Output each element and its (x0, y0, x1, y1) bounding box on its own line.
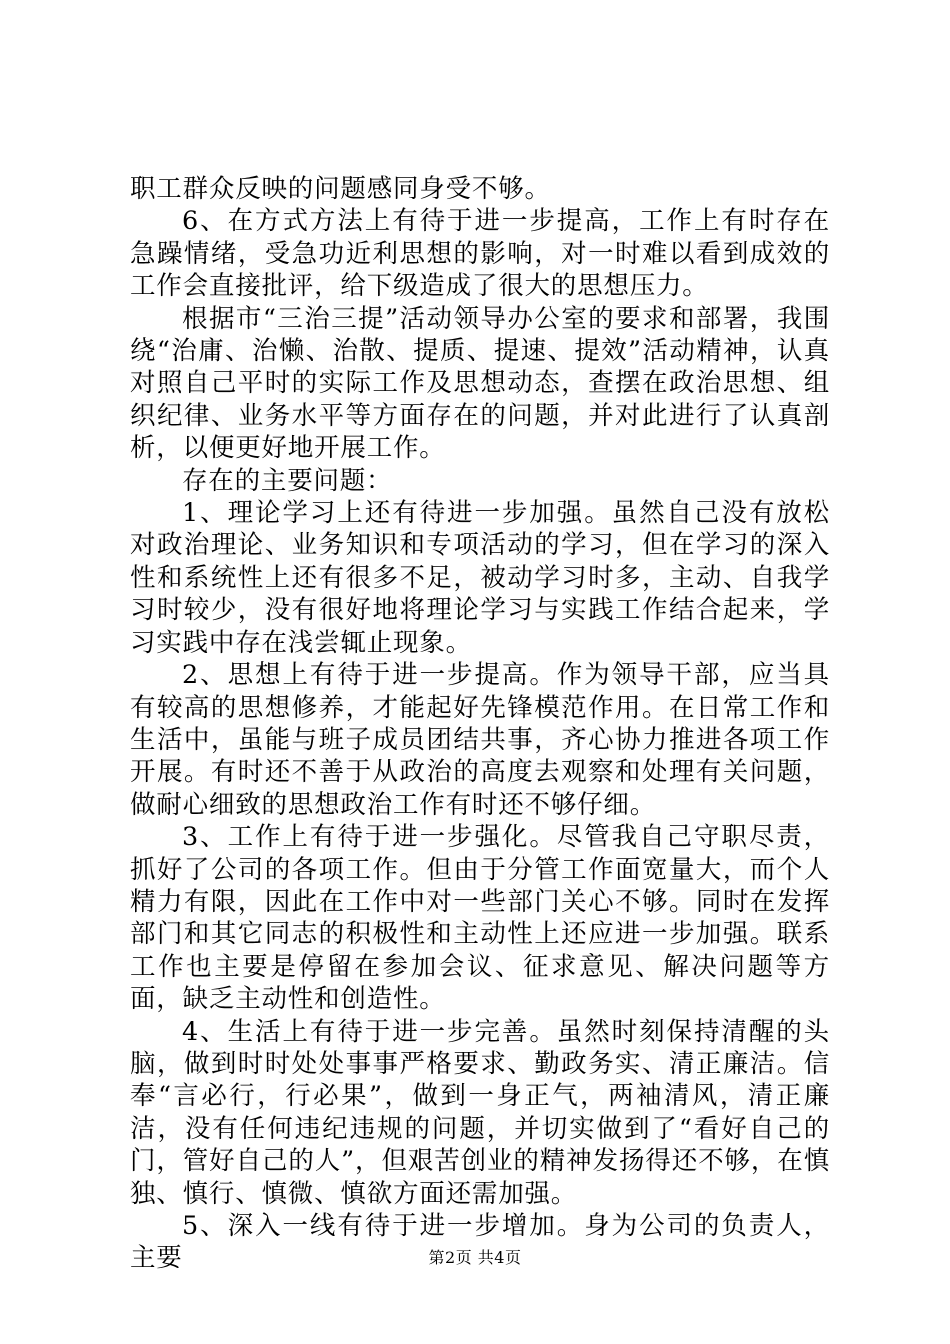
paragraph-continuation: 职工群众反映的问题感同身受不够。 (130, 174, 551, 204)
paragraph-introduction: 根据市“三治三提”活动领导办公室的要求和部署，我围绕“治庸、治懒、治散、提质、提速、提效”活动精神，认真对照自己平时的实际工作及思想动态，查摆在政治思想、组织纪律、业务水平等方面存在的问题，并对此进行了认真剖析，以便更好地开展工作。 (130, 303, 830, 464)
paragraph-item-2: 2、思想上有待于进一步提高。作为领导干部，应当具有较高的思想修养，才能起好先锋模范作用。在日常工作和生活中，虽能与班子成员团结共事，齐心协力推进各项工作开展。有时还不善于从政治的高度去观察和处理有关问题，做耐心细致的思想政治工作有时还不够仔细。 (130, 660, 830, 820)
paragraph-item-5: 5、深入一线有待于进一步增加。身为公司的负责人，主要 (130, 1211, 830, 1274)
paragraph-item-4: 4、生活上有待于进一步完善。虽然时刻保持清醒的头脑，做到时时处处事事严格要求、勤政务实、清正廉洁。信奉“言必行，行必果”，做到一身正气，两袖清风，清正廉洁，没有任何违纪违规的问题，并切实做到了“看好自己的门，管好自己的人”，但艰苦创业的精神发扬得还不够，在慎独、慎行、慎微、慎欲方面还需加强。 (130, 1016, 830, 1209)
paragraph-item-6: 6、在方式方法上有待于进一步提高，工作上有时存在急躁情绪，受急功近利思想的影响，对一时难以看到成效的工作会直接批评，给下级造成了很大的思想压力。 (130, 206, 830, 302)
document-body (130, 173, 830, 1275)
paragraph-item-1: 1、理论学习上还有待进一步加强。虽然自己没有放松对政治理论、业务知识和专项活动的学习，但在学习的深入性和系统性上还有很多不足，被动学习时多，主动、自我学习时较少，没有很好地将理论学习与实践工作结合起来，学习实践中存在浅尝辄止现象。 (130, 498, 830, 658)
page-footer: 第2页 共4页 (428, 1248, 522, 1267)
section-heading-main-problems: 存在的主要问题： (182, 465, 393, 496)
paragraph-item-3: 3、工作上有待于进一步强化。尽管我自己守职尽责，抓好了公司的各项工作。但由于分管工作面宽量大，而个人精力有限，因此在工作中对一些部门关心不够。同时在发挥部门和其它同志的积极性和主动性上还应进一步加强。联系工作也主要是停留在参加会议、征求意见、解决问题等方面，缺乏主动性和创造性。 (130, 822, 830, 1015)
